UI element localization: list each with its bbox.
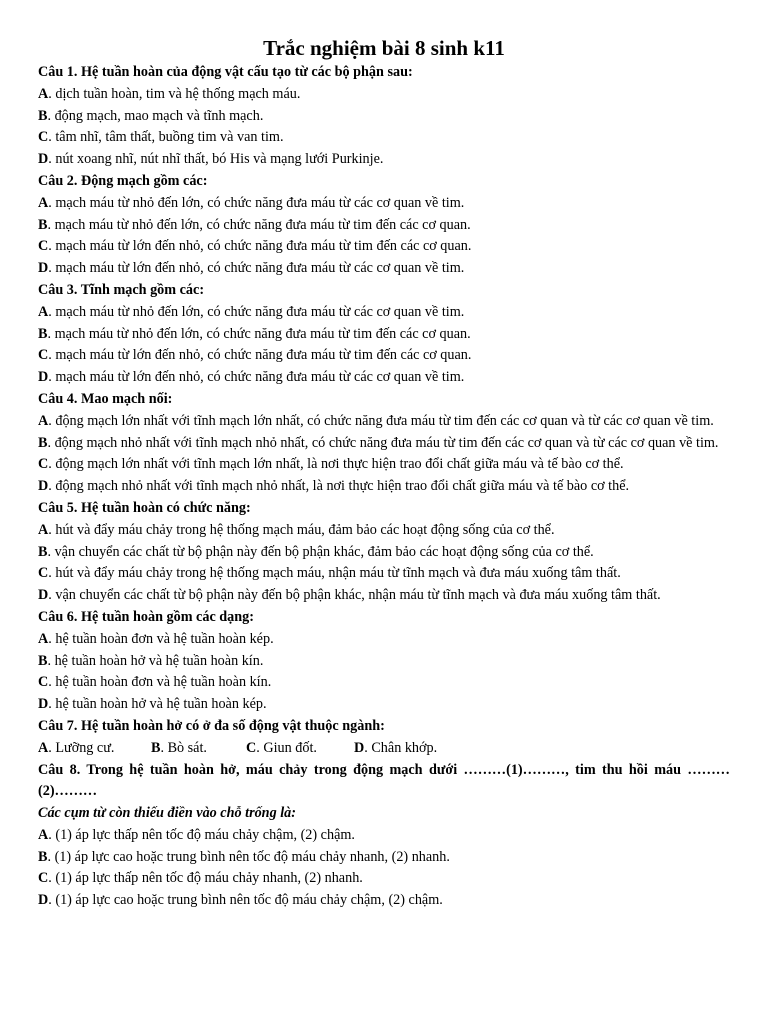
question-8-option-b: B. (1) áp lực cao hoặc trung bình nên tốc độ máu chảy nhanh, (2) nhanh. xyxy=(38,848,450,865)
question-3-stem: Câu 3. Tĩnh mạch gồm các: xyxy=(38,281,205,298)
question-7-stem: Câu 7. Hệ tuần hoàn hở có ở đa số động vật thuộc ngành: xyxy=(38,717,385,734)
question-6-option-d: D. hệ tuần hoàn hở và hệ tuần hoàn kép. xyxy=(38,696,267,713)
question-2-option-b: B. mạch máu từ nhỏ đến lớn, có chức năng đưa máu từ tim đến các cơ quan. xyxy=(38,216,471,233)
question-3-option-a: A. mạch máu từ nhỏ đến lớn, có chức năng đưa máu từ các cơ quan về tim. xyxy=(38,303,465,320)
question-5-option-d: D. vận chuyển các chất từ bộ phận này đến bộ phận khác, nhận máu từ tĩnh mạch và đưa máu xuống tâm thất. xyxy=(38,587,661,604)
question-4-stem: Câu 4. Mao mạch nối: xyxy=(38,390,173,407)
question-2-option-d: D. mạch máu từ lớn đến nhỏ, có chức năng đưa máu từ các cơ quan về tim. xyxy=(38,260,465,277)
question-4-option-b: B. động mạch nhỏ nhất với tĩnh mạch nhỏ nhất, có chức năng đưa máu từ tim đến các cơ quan và từ các cơ quan về tim. xyxy=(38,434,719,451)
question-5-stem: Câu 5. Hệ tuần hoàn có chức năng: xyxy=(38,499,251,516)
question-7-option-c: C. Giun đốt. xyxy=(246,739,317,756)
question-2-option-c: C. mạch máu từ lớn đến nhỏ, có chức năng đưa máu từ tim đến các cơ quan. xyxy=(38,238,472,255)
question-7-options-row xyxy=(38,738,730,760)
question-7-option-d: D. Chân khớp. xyxy=(354,739,438,756)
question-4-option-c: C. động mạch lớn nhất với tĩnh mạch lớn nhất, là nơi thực hiện trao đổi chất giữa máu và tế bào cơ thể. xyxy=(38,456,624,473)
question-7-option-a: A. Lưỡng cư. xyxy=(38,739,115,756)
question-4-option-d: D. động mạch nhỏ nhất với tĩnh mạch nhỏ nhất, là nơi thực hiện trao đổi chất giữa máu và tế bào cơ thể. xyxy=(38,478,630,495)
question-1-option-b: B. động mạch, mao mạch và tĩnh mạch. xyxy=(38,107,264,124)
question-1-stem: Câu 1. Hệ tuần hoàn của động vật cấu tạo từ các bộ phận sau: xyxy=(38,64,413,80)
question-2-option-a: A. mạch máu từ nhỏ đến lớn, có chức năng đưa máu từ các cơ quan về tim. xyxy=(38,194,465,211)
question-1-option-d: D. nút xoang nhĩ, nút nhĩ thất, bó His và mạng lưới Purkinje. xyxy=(38,151,384,168)
question-8-prompt: Các cụm từ còn thiếu điền vào chỗ trống là: xyxy=(38,805,296,822)
question-8-option-a: A. (1) áp lực thấp nên tốc độ máu chảy chậm, (2) chậm. xyxy=(38,826,355,843)
question-5-option-a: A. hút và đẩy máu chảy trong hệ thống mạch máu, đảm bảo các hoạt động sống của cơ thể. xyxy=(38,521,555,538)
document-title: Trắc nghiệm bài 8 sinh k11 xyxy=(263,36,505,60)
question-8-option-d: D. (1) áp lực cao hoặc trung bình nên tốc độ máu chảy chậm, (2) chậm. xyxy=(38,892,443,909)
question-7-option-b: B. Bò sát. xyxy=(151,739,207,756)
question-8-stem: Câu 8. Trong hệ tuần hoàn hở, máu chảy trong động mạch dưới ………(1)………, tim thu hồi máu ………(2)……… xyxy=(38,761,730,800)
question-2-stem: Câu 2. Động mạch gồm các: xyxy=(38,172,208,189)
question-3-option-b: B. mạch máu từ nhỏ đến lớn, có chức năng đưa máu từ tim đến các cơ quan. xyxy=(38,325,471,342)
question-8-option-c: C. (1) áp lực thấp nên tốc độ máu chảy nhanh, (2) nhanh. xyxy=(38,870,363,887)
question-6-option-c: C. hệ tuần hoàn đơn và hệ tuần hoàn kín. xyxy=(38,674,272,691)
question-5-option-b: B. vận chuyển các chất từ bộ phận này đến bộ phận khác, đảm bảo các hoạt động sống của cơ thể. xyxy=(38,543,594,560)
question-1-option-a: A. dịch tuần hoàn, tim và hệ thống mạch máu. xyxy=(38,85,301,102)
question-4-option-a: A. động mạch lớn nhất với tĩnh mạch lớn nhất, có chức năng đưa máu từ tim đến các cơ quan và từ các cơ quan về tim. xyxy=(38,412,714,429)
question-5-option-c: C. hút và đẩy máu chảy trong hệ thống mạch máu, nhận máu từ tĩnh mạch và đưa máu xuống tâm thất. xyxy=(38,565,621,582)
question-6-option-b: B. hệ tuần hoàn hở và hệ tuần hoàn kín. xyxy=(38,652,264,669)
question-6-stem: Câu 6. Hệ tuần hoàn gồm các dạng: xyxy=(38,608,254,625)
question-6-option-a: A. hệ tuần hoàn đơn và hệ tuần hoàn kép. xyxy=(38,630,274,647)
question-3-option-d: D. mạch máu từ lớn đến nhỏ, có chức năng đưa máu từ các cơ quan về tim. xyxy=(38,369,465,386)
question-1-option-c: C. tâm nhĩ, tâm thất, buồng tim và van tim. xyxy=(38,129,284,146)
question-3-option-c: C. mạch máu từ lớn đến nhỏ, có chức năng đưa máu từ tim đến các cơ quan. xyxy=(38,347,472,364)
